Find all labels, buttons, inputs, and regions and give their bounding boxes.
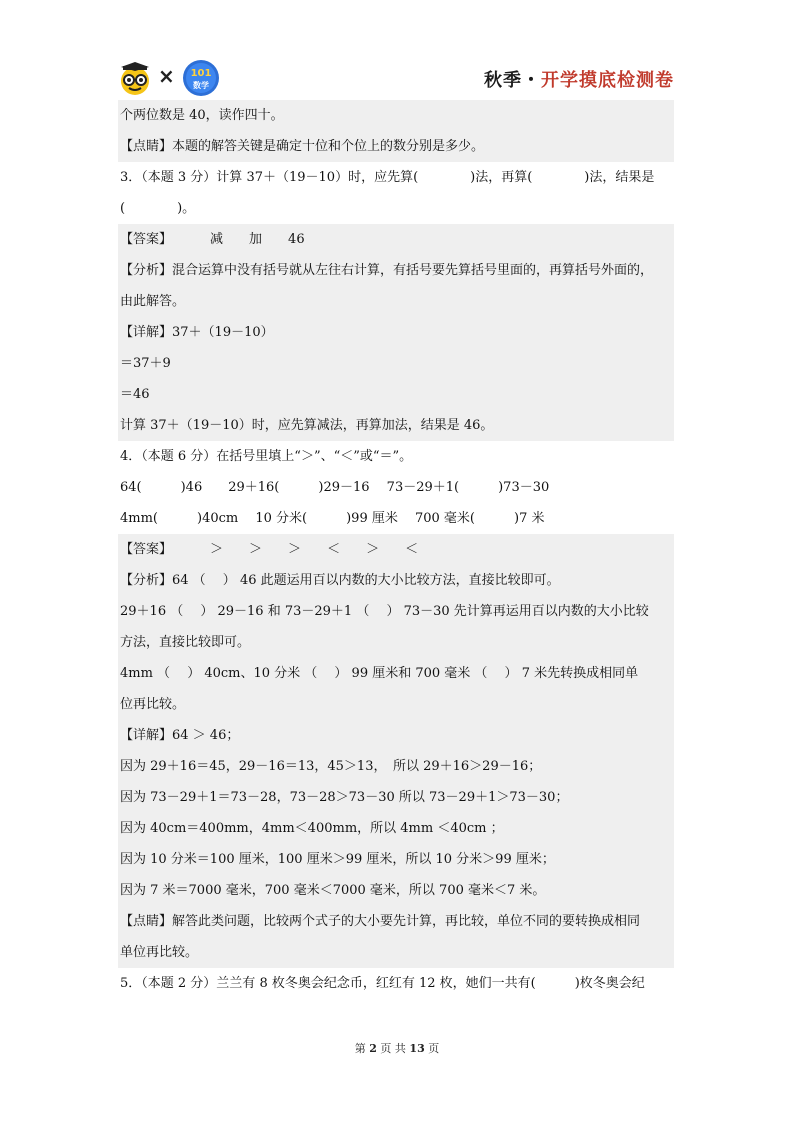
svg-text:数学: 数学 (193, 81, 209, 90)
text-line: 因为 7 米＝7000 毫米，700 毫米＜7000 毫米，所以 700 毫米＜7 米。 (118, 875, 674, 906)
text-line: 64( )46 29＋16( )29－16 73－29＋1( )73－30 (120, 480, 550, 495)
text-line: ( )。 (120, 201, 196, 216)
exam-title-season: 秋季・ (484, 70, 541, 91)
text-line: 因为 40cm＝400mm，4mm＜400mm，所以 4mm ＜40cm ； (118, 813, 674, 844)
text-line: 因为 29＋16＝45，29－16＝13，45＞13， 所以 29＋16＞29－16； (118, 751, 674, 782)
text-line: 【分析】混合运算中没有括号就从左往右计算，有括号要先算括号里面的，再算括号外面的， (118, 255, 674, 286)
text-line: 5．（本题 2 分）兰兰有 8 枚冬奥会纪念币，红红有 12 枚，她们一共有( )枚冬奥会纪 (120, 976, 645, 991)
text-line: 4mm （ ） 40cm、10 分米 （ ） 99 厘米和 700 毫米 （ ） 7 米先转换成相同单 (118, 658, 674, 689)
answer-item: ＞ (210, 542, 224, 557)
text-line: 由此解答。 (118, 286, 674, 317)
answer-item: ＞ (249, 542, 263, 557)
answer-label: 【答案】 (120, 542, 173, 557)
text-line: 【分析】64 （ ） 46 此题运用百以内数的大小比较方法，直接比较即可。 (118, 565, 674, 596)
text-line: 因为 73－29＋1＝73－28，73－28＞73－30 所以 73－29＋1＞73－30； (118, 782, 674, 813)
text-line: 4mm( )40cm 10 分米( )99 厘米 700 毫米( )7 米 (120, 511, 545, 526)
footer-page-number: 2 (369, 1042, 377, 1055)
answer-item: ＞ (288, 542, 302, 557)
page-header (118, 54, 674, 101)
text-line: 【详解】64 ＞ 46； (118, 720, 674, 751)
text-line: ＝46 (118, 379, 674, 410)
brand-badge-logo-icon (182, 59, 220, 97)
logo-separator-icon: × (158, 64, 175, 88)
document-body (118, 100, 674, 999)
page-footer (0, 1040, 794, 1056)
text-line: 【点睛】解答此类问题，比较两个式子的大小要先计算，再比较，单位不同的要转换成相同 (118, 906, 674, 937)
footer-total-pages: 13 (409, 1042, 425, 1055)
answer-item: ＜ (327, 542, 341, 557)
text-line: 29＋16 （ ） 29－16 和 73－29＋1 （ ） 73－30 先计算再运用百以内数的大小比较 (118, 596, 674, 627)
text-line: 计算 37＋（19－10）时，应先算减法，再算加法，结果是 46。 (118, 410, 674, 441)
text-line: 单位再比较。 (118, 937, 674, 968)
answer-item: 46 (288, 232, 305, 247)
answer-item: ＞ (366, 542, 380, 557)
answer-label: 【答案】 (120, 232, 173, 247)
footer-mid: 页 共 (380, 1042, 406, 1055)
text-line: 【详解】37＋（19－10） (118, 317, 674, 348)
text-line: 因为 10 分米＝100 厘米，100 厘米＞99 厘米，所以 10 分米＞99 厘米； (118, 844, 674, 875)
answer-line (118, 224, 674, 255)
answer-line (118, 534, 674, 565)
footer-prefix: 第 (354, 1042, 366, 1055)
exam-title-name: 开学摸底检测卷 (541, 70, 674, 91)
text-line: 【点睛】本题的解答关键是确定十位和个位上的数分别是多少。 (118, 131, 674, 162)
answer-item: 减 (210, 232, 224, 247)
text-line: 3．（本题 3 分）计算 37＋（19－10）时，应先算( )法，再算( )法，结果是 (120, 170, 655, 185)
cartoon-face-logo-icon (118, 62, 152, 96)
answer-item: 加 (249, 232, 263, 247)
text-line: 4．（本题 6 分）在括号里填上“＞”、“＜”或“＝”。 (120, 449, 413, 464)
text-line: ＝37＋9 (118, 348, 674, 379)
exam-title (484, 66, 674, 92)
answer-item: ＜ (405, 542, 419, 557)
text-line: 位再比较。 (118, 689, 674, 720)
svg-text:101: 101 (190, 68, 212, 79)
text-line: 方法，直接比较即可。 (118, 627, 674, 658)
footer-suffix: 页 (428, 1042, 440, 1055)
text-line: 个两位数是 40，读作四十。 (118, 100, 674, 131)
